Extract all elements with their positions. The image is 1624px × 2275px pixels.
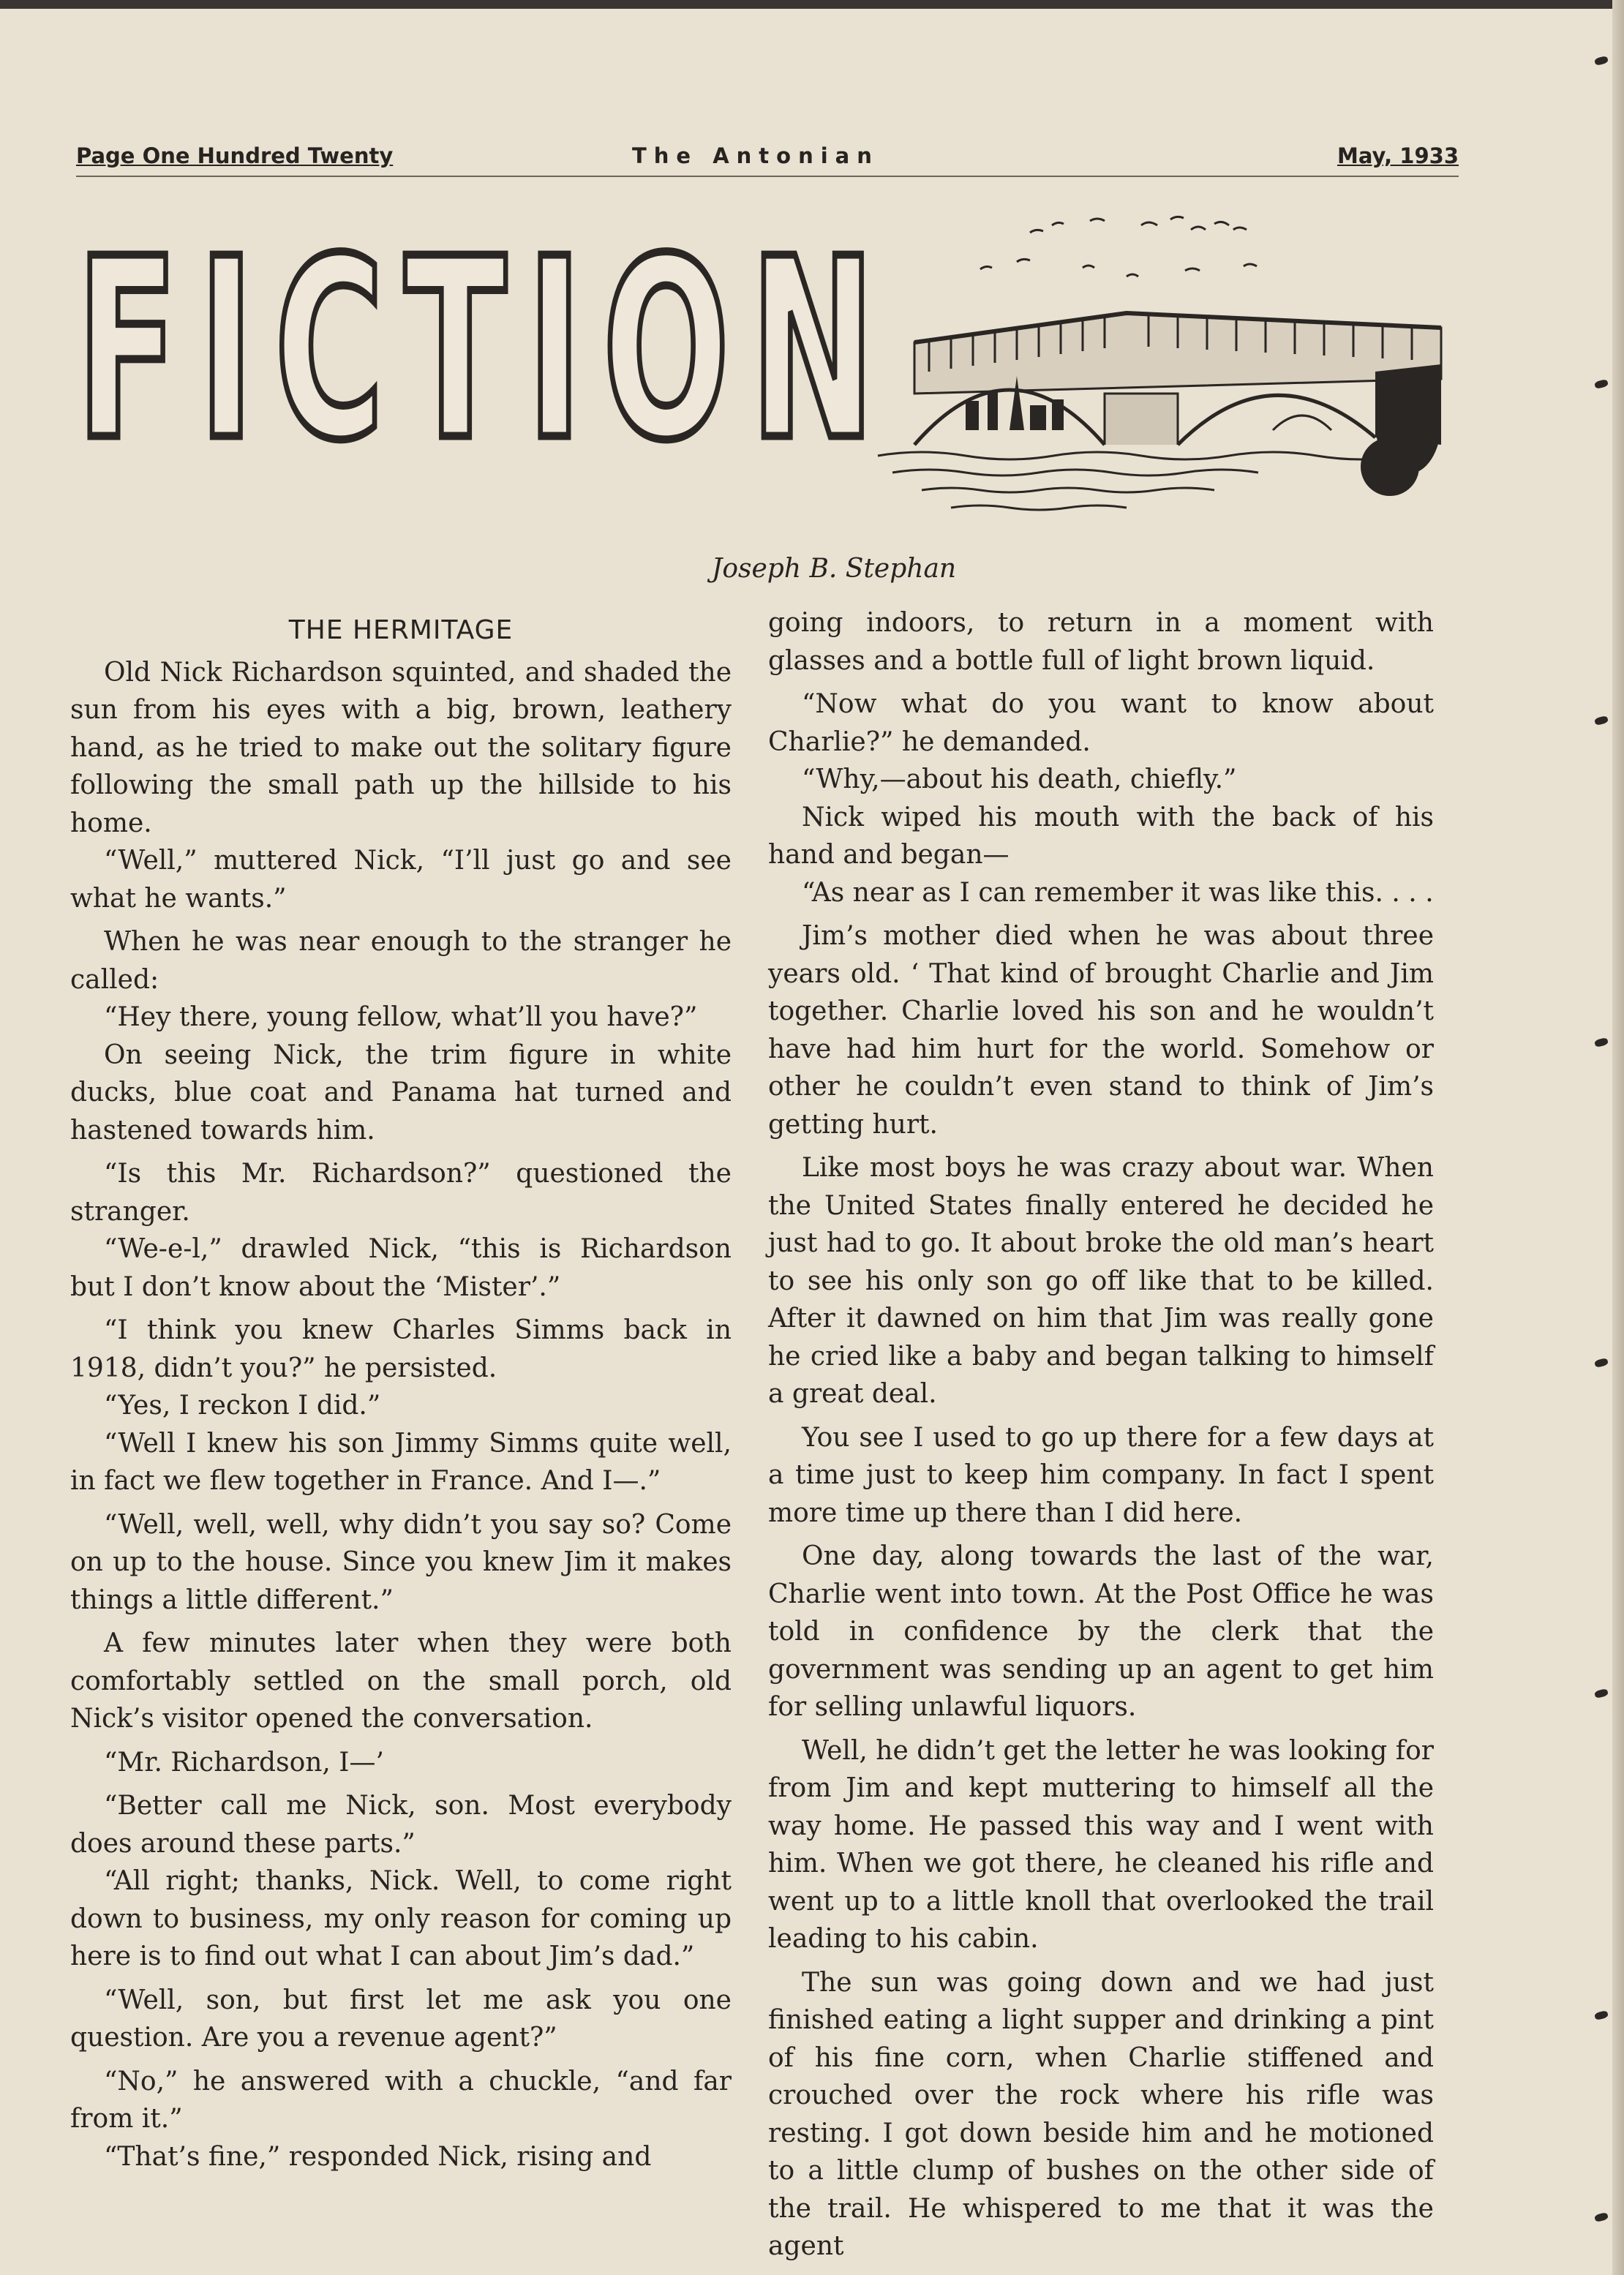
paragraph: When he was near enough to the stranger he called: <box>70 927 732 995</box>
story-title: THE HERMITAGE <box>288 615 514 645</box>
binding-mark <box>1594 715 1609 726</box>
paragraph: “No,” he answered with a chuckle, “and far from it.” <box>70 2066 732 2134</box>
binding-mark <box>1594 1358 1609 1368</box>
paragraph: “Now what do you want to know about Charlie?” he demanded. <box>768 689 1434 757</box>
story-column-left <box>70 612 732 2176</box>
paragraph: “Better call me Nick, son. Most everybody does around these parts.” <box>70 1791 732 1859</box>
section-title-text: FICTION <box>76 206 895 495</box>
paragraph: going indoors, to return in a moment with glasses and a bottle full of light brown liquid. <box>768 608 1434 676</box>
paragraph: Jim’s mother died when he was about three years old. ‘ That kind of brought Charlie and Jim together. Charlie loved his son and he wouldn’t have had him hurt for the world. Somehow or other he couldn’t even stand to think of Jim’s getting hurt. <box>768 921 1434 1140</box>
story-column-right <box>768 604 1434 2265</box>
birds-icon <box>980 217 1257 277</box>
paragraph: On seeing Nick, the trim figure in white ducks, blue coat and Panama hat turned and hastened towards him. <box>70 1039 732 1146</box>
header-rule <box>76 176 1459 177</box>
section-title <box>76 206 917 495</box>
binding-mark <box>1594 56 1609 66</box>
publication-title: The Antonian <box>632 143 879 168</box>
page-number: Page One Hundred Twenty <box>76 143 394 168</box>
binding-mark <box>1594 2212 1609 2222</box>
paragraph: “We-e-l,” drawled Nick, “this is Richardson but I don’t know about the ‘Mister’.” <box>70 1234 732 1302</box>
paragraph: One day, along towards the last of the war, Charlie went into town. At the Post Office he was told in confidence by the clerk that the government was sending up an agent to get him for selling unlawful liquors. <box>768 1541 1434 1722</box>
paragraph: “As near as I can remember it was like this. . . . <box>802 877 1434 908</box>
paragraph: “All right; thanks, Nick. Well, to come right down to business, my only reason for coming up here is to find out what I can about Jim’s dad.” <box>70 1866 732 1971</box>
paragraph: “Yes, I reckon I did.” <box>104 1391 381 1421</box>
paragraph: “Well,” muttered Nick, “I’ll just go and see what he wants.” <box>70 846 732 914</box>
paragraph: “I think you knew Charles Simms back in 1918, didn’t you?” he persisted. <box>70 1315 732 1383</box>
bridge-illustration <box>863 203 1441 525</box>
paragraph: Old Nick Richardson squinted, and shaded the sun from his eyes with a big, brown, leathery hand, as he tried to make out the solitary figure following the small path up the hillside to his home. <box>70 657 732 838</box>
paragraph: Nick wiped his mouth with the back of his hand and began— <box>768 802 1434 870</box>
paragraph: The sun was going down and we had just finished eating a light supper and drinking a pint of his fine corn, when Charlie stiffened and crouched over the rock where his rifle was resting. I got down beside him and he motioned to a little clump of bushes on the other side of the trail. He whispered to me that it was the agent <box>768 1967 1434 2261</box>
paragraph: “That’s fine,” responded Nick, rising and <box>104 2141 652 2172</box>
author-byline: Joseph B. Stephan <box>711 554 957 584</box>
issue-date: May, 1933 <box>1337 143 1459 168</box>
paragraph: “Well, well, well, why didn’t you say so? Come on up to the house. Since you knew Jim it makes things a little different.” <box>70 1509 732 1615</box>
water-icon <box>878 452 1405 510</box>
paragraph: “Is this Mr. Richardson?” questioned the stranger. <box>70 1159 732 1227</box>
paragraph: A few minutes later when they were both comfortably settled on the small porch, old Nick’s visitor opened the conversation. <box>70 1628 732 1734</box>
paragraph: You see I used to go up there for a few days at a time just to keep him company. In fact I spent more time up there than I did here. <box>768 1422 1434 1528</box>
paragraph: “Why,—about his death, chiefly.” <box>802 764 1237 794</box>
binding-mark <box>1594 1037 1609 1048</box>
scan-right-edge <box>1612 0 1624 2275</box>
paragraph: Like most boys he was crazy about war. When the United States finally entered he decided he just had to go. It about broke the old man’s heart to see his only son go off like that to be killed. After it dawned on him that Jim was really gone he cried like a baby and began talking to himself a great deal. <box>768 1153 1434 1409</box>
paragraph: “Well I knew his son Jimmy Simms quite well, in fact we flew together in France. And I—.” <box>70 1428 732 1496</box>
binding-mark <box>1594 2010 1609 2020</box>
scan-top-edge <box>0 0 1624 9</box>
paragraph: “Well, son, but first let me ask you one question. Are you a revenue agent?” <box>70 1985 732 2053</box>
binding-mark <box>1594 379 1609 389</box>
binding-mark <box>1594 1688 1609 1699</box>
running-header <box>76 143 1459 180</box>
paragraph: “Hey there, young fellow, what’ll you have?” <box>104 1002 698 1032</box>
paragraph: Well, he didn’t get the letter he was looking for from Jim and kept muttering to himself all the way home. He passed this way and I went with him. When we got there, he cleaned his rifle and went up to a little knoll that overlooked the trail leading to his cabin. <box>768 1735 1434 1954</box>
paragraph: “Mr. Richardson, I—’ <box>104 1747 384 1778</box>
